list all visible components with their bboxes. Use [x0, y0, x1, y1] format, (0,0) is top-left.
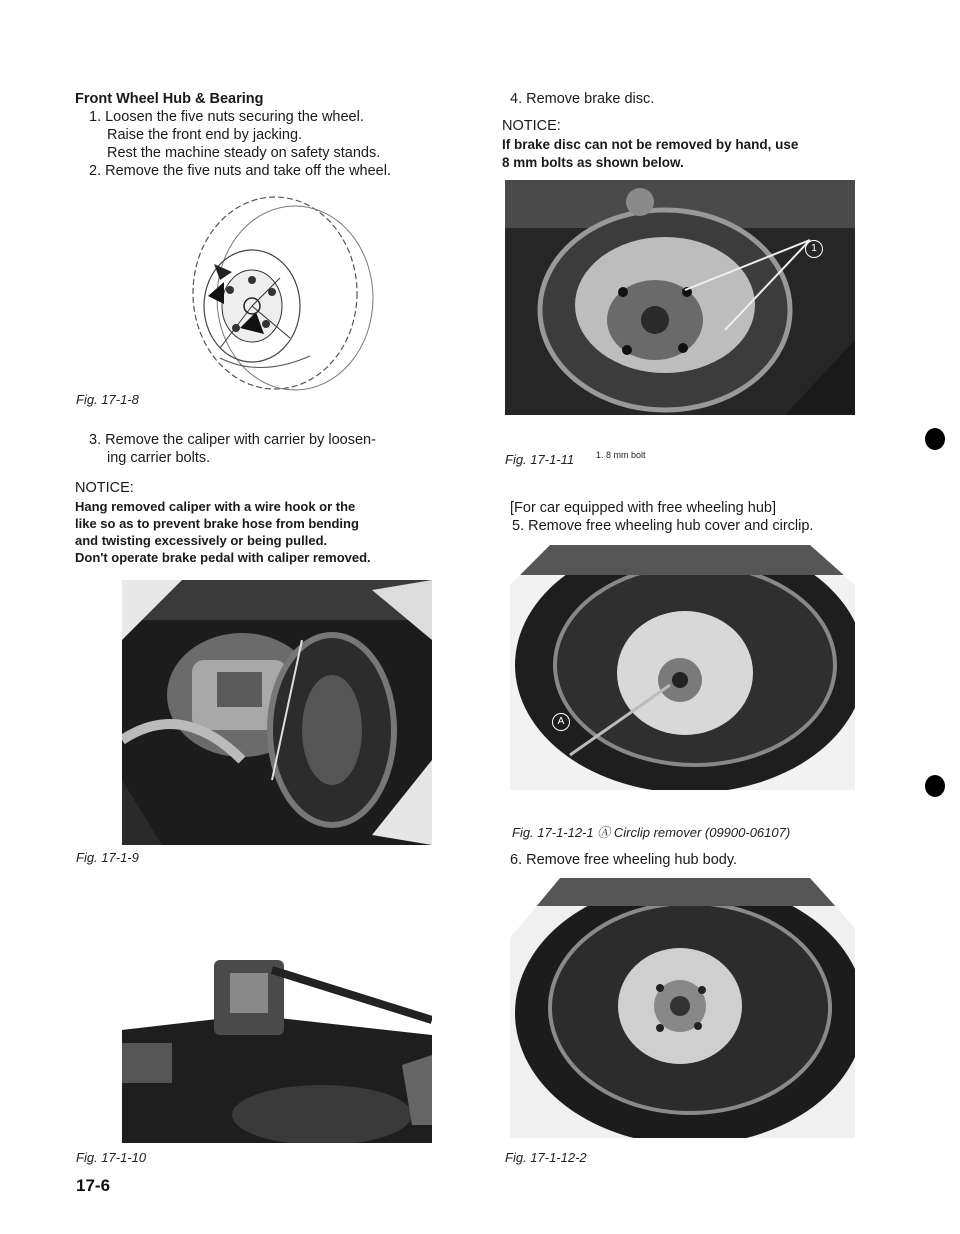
figure-legend-17-1-11: 1. 8 mm bolt [596, 450, 646, 460]
wheel-illustration [180, 188, 380, 408]
step-1-text: 1. Loosen the five nuts securing the wheel. [89, 109, 364, 125]
section-heading: Front Wheel Hub & Bearing [75, 91, 264, 107]
figure-caption-17-1-11: Fig. 17-1-11 [505, 452, 575, 467]
step-5-text: 5. Remove free wheeling hub cover and circlip. [512, 518, 814, 534]
step-3-continued-text: ing carrier bolts. [107, 450, 211, 466]
free-wheel-hub-body-photo [510, 878, 855, 1138]
page-number: 17-6 [76, 1176, 111, 1195]
figure-caption-17-1-9: Fig. 17-1-9 [76, 850, 139, 865]
notice-title: NOTICE: [75, 480, 134, 496]
notice-line: and twisting excessively or being pulled. [75, 533, 328, 548]
figure-caption-17-1-12-1: Fig. 17-1-12-1 Ⓐ Circlip remover (09900-06107) [512, 825, 791, 840]
figure-caption-17-1-8: Fig. 17-1-8 [76, 392, 139, 407]
step-6-text: 6. Remove free wheeling hub body. [510, 852, 738, 868]
step-1-rest-text: Rest the machine steady on safety stands. [107, 145, 381, 161]
carrier-photo [122, 925, 432, 1143]
figure-caption-17-1-12-2: Fig. 17-1-12-2 [505, 1150, 587, 1165]
circlip-remover-callout: A [552, 713, 570, 731]
free-wheeling-note: [For car equipped with free wheeling hub] [510, 500, 776, 516]
binder-hole [925, 775, 945, 797]
notice-line: like so as to prevent brake hose from bending [75, 516, 359, 531]
bolt-callout: 1 [805, 240, 823, 258]
notice-line-right: 8 mm bolts as shown below. [502, 155, 684, 170]
free-wheel-hub-cover-photo [510, 545, 855, 790]
brake-disc-photo [505, 180, 855, 415]
notice-title-right: NOTICE: [502, 118, 561, 134]
notice-line: Don't operate brake pedal with caliper removed. [75, 550, 371, 565]
notice-line: Hang removed caliper with a wire hook or the [75, 499, 356, 514]
figure-caption-17-1-10: Fig. 17-1-10 [76, 1150, 147, 1165]
step-3-text: 3. Remove the caliper with carrier by loosen- [89, 432, 376, 448]
step-2-text: 2. Remove the five nuts and take off the wheel. [89, 163, 392, 179]
step-4-text: 4. Remove brake disc. [510, 91, 655, 107]
binder-hole [925, 428, 945, 450]
notice-line-right: If brake disc can not be removed by hand, use [502, 137, 799, 152]
step-1-raise-text: Raise the front end by jacking. [107, 127, 303, 143]
caliper-photo [122, 580, 432, 845]
